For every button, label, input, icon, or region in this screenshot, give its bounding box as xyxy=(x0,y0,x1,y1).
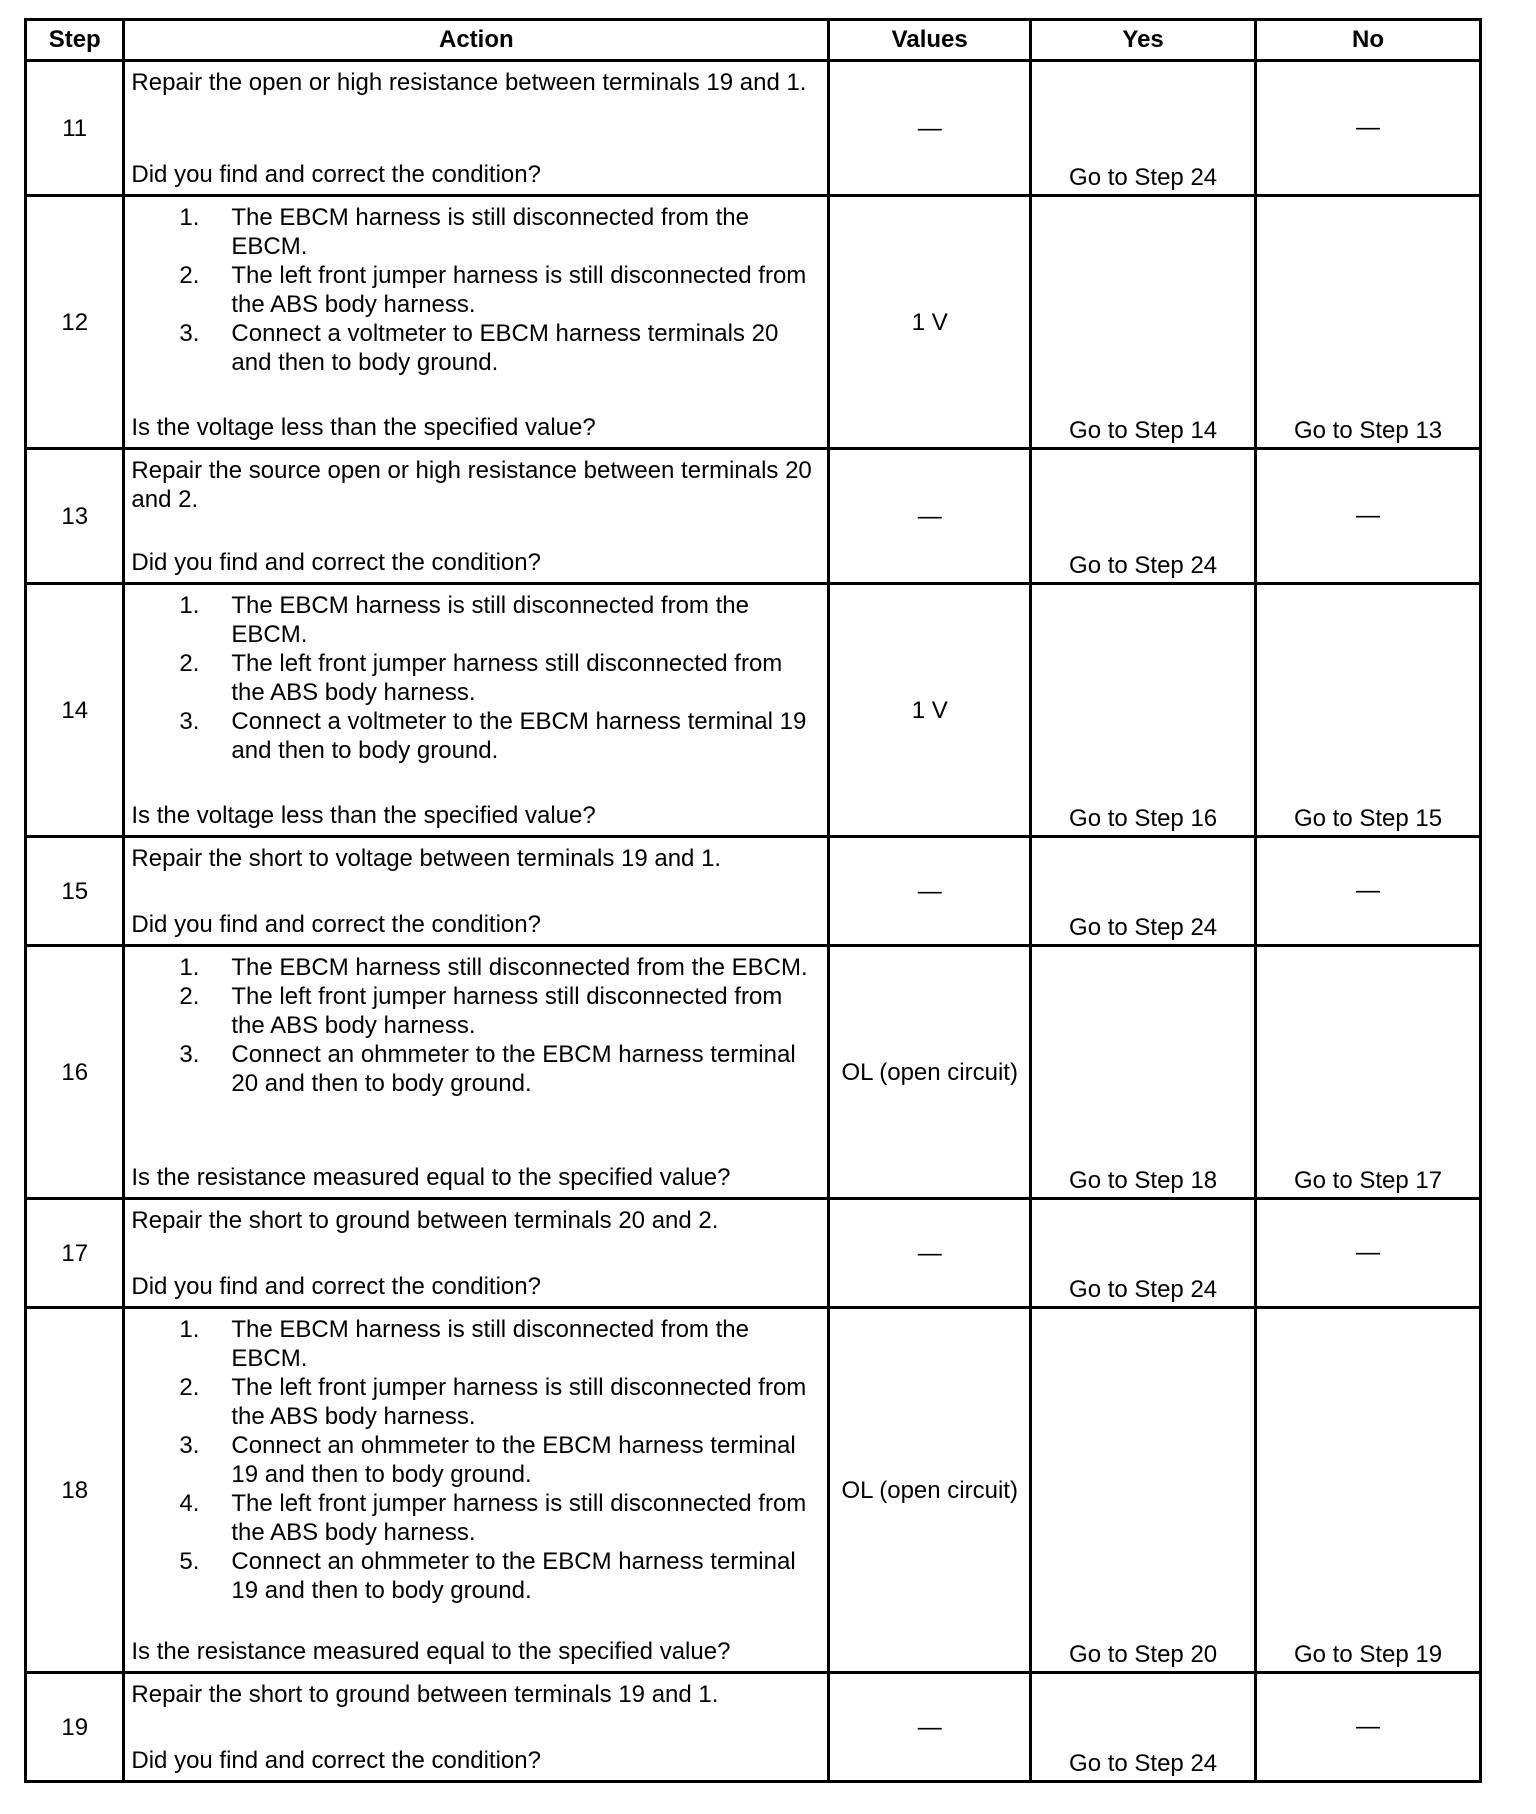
list-item-text: The left front jumper harness is still disconnected from the ABS body harness. xyxy=(231,261,807,318)
action-step-list xyxy=(131,953,821,1098)
list-item xyxy=(131,319,821,377)
yes-cell: Go to Step 14 xyxy=(1031,196,1256,449)
action-cell xyxy=(124,196,829,449)
list-item-number: 1. xyxy=(179,591,200,619)
list-item xyxy=(131,707,821,765)
step-number: 12 xyxy=(26,196,124,449)
table-row xyxy=(26,837,1481,946)
table-row xyxy=(26,584,1481,837)
step-number: 15 xyxy=(26,837,124,946)
no-cell: — xyxy=(1256,1199,1481,1308)
table-row xyxy=(26,61,1481,196)
no-cell: — xyxy=(1256,1673,1481,1782)
list-item-text: Connect an ohmmeter to the EBCM harness terminal 19 and then to body ground. xyxy=(231,1431,796,1488)
table-body xyxy=(26,61,1481,1782)
list-item-number: 2. xyxy=(179,982,200,1010)
list-item-text: The EBCM harness is still disconnected from the EBCM. xyxy=(231,591,749,648)
step-number: 18 xyxy=(26,1308,124,1673)
step-number: 16 xyxy=(26,946,124,1199)
action-question: Is the voltage less than the specified value? xyxy=(131,413,596,441)
value-cell: OL (open circuit) xyxy=(829,1308,1031,1673)
value-cell: — xyxy=(829,1673,1031,1782)
action-cell xyxy=(124,61,829,196)
list-item-number: 2. xyxy=(179,1373,200,1401)
list-item-number: 1. xyxy=(179,1315,200,1343)
list-item-text: The left front jumper harness still disconnected from the ABS body harness. xyxy=(231,982,783,1039)
action-intro: Repair the short to ground between terminals 20 and 2. xyxy=(131,1206,719,1234)
header-no: No xyxy=(1256,20,1481,61)
list-item-text: The EBCM harness is still disconnected from the EBCM. xyxy=(231,1315,749,1372)
action-question: Is the resistance measured equal to the specified value? xyxy=(131,1637,731,1665)
action-instructions xyxy=(131,953,821,1098)
table-row xyxy=(26,1673,1481,1782)
yes-cell: Go to Step 24 xyxy=(1031,61,1256,196)
action-cell xyxy=(124,584,829,837)
action-question: Did you find and correct the condition? xyxy=(131,548,541,576)
action-instructions xyxy=(131,1206,821,1235)
list-item xyxy=(131,953,821,982)
list-item xyxy=(131,203,821,261)
value-cell: OL (open circuit) xyxy=(829,946,1031,1199)
table-row xyxy=(26,449,1481,584)
list-item-number: 1. xyxy=(179,203,200,231)
yes-cell: Go to Step 24 xyxy=(1031,449,1256,584)
no-cell: Go to Step 13 xyxy=(1256,196,1481,449)
action-step-list xyxy=(131,591,821,765)
list-item-text: Connect a voltmeter to EBCM harness terminals 20 and then to body ground. xyxy=(231,319,779,376)
value-cell: — xyxy=(829,837,1031,946)
header-action: Action xyxy=(124,20,829,61)
action-content xyxy=(131,1315,821,1666)
list-item xyxy=(131,1315,821,1373)
action-instructions xyxy=(131,1315,821,1605)
list-item xyxy=(131,261,821,319)
list-item xyxy=(131,1431,821,1489)
list-item-text: Connect an ohmmeter to the EBCM harness terminal 20 and then to body ground. xyxy=(231,1040,796,1097)
action-intro: Repair the open or high resistance between terminals 19 and 1. xyxy=(131,68,807,96)
table-row xyxy=(26,1308,1481,1673)
table-row xyxy=(26,1199,1481,1308)
action-content xyxy=(131,1206,821,1301)
header-row xyxy=(26,20,1481,61)
action-question: Did you find and correct the condition? xyxy=(131,1272,541,1300)
action-cell xyxy=(124,837,829,946)
action-content xyxy=(131,68,821,189)
table-row xyxy=(26,196,1481,449)
list-item xyxy=(131,982,821,1040)
table-row xyxy=(26,946,1481,1199)
list-item-text: The EBCM harness is still disconnected from the EBCM. xyxy=(231,203,749,260)
action-content xyxy=(131,953,821,1192)
value-cell: — xyxy=(829,449,1031,584)
action-question: Did you find and correct the condition? xyxy=(131,910,541,938)
list-item-text: The left front jumper harness is still disconnected from the ABS body harness. xyxy=(231,1373,807,1430)
yes-cell: Go to Step 20 xyxy=(1031,1308,1256,1673)
action-content xyxy=(131,591,821,830)
action-content xyxy=(131,456,821,577)
action-cell xyxy=(124,1199,829,1308)
action-instructions xyxy=(131,203,821,377)
action-step-list xyxy=(131,203,821,377)
list-item xyxy=(131,1373,821,1431)
header-yes: Yes xyxy=(1031,20,1256,61)
step-number: 19 xyxy=(26,1673,124,1782)
yes-cell: Go to Step 24 xyxy=(1031,1673,1256,1782)
step-number: 13 xyxy=(26,449,124,584)
list-item-number: 3. xyxy=(179,1040,200,1068)
action-intro: Repair the short to ground between terminals 19 and 1. xyxy=(131,1680,719,1708)
list-item-number: 5. xyxy=(179,1547,200,1575)
no-cell: Go to Step 17 xyxy=(1256,946,1481,1199)
action-question: Did you find and correct the condition? xyxy=(131,1746,541,1774)
list-item-number: 3. xyxy=(179,707,200,735)
action-question: Is the voltage less than the specified value? xyxy=(131,801,596,829)
action-content xyxy=(131,844,821,939)
yes-cell: Go to Step 24 xyxy=(1031,837,1256,946)
step-number: 14 xyxy=(26,584,124,837)
value-cell: — xyxy=(829,1199,1031,1308)
yes-cell: Go to Step 24 xyxy=(1031,1199,1256,1308)
action-cell xyxy=(124,1308,829,1673)
list-item-text: The left front jumper harness is still disconnected from the ABS body harness. xyxy=(231,1489,807,1546)
yes-cell: Go to Step 18 xyxy=(1031,946,1256,1199)
action-instructions xyxy=(131,591,821,765)
list-item-text: The left front jumper harness still disconnected from the ABS body harness. xyxy=(231,649,783,706)
action-instructions xyxy=(131,456,821,514)
list-item-number: 3. xyxy=(179,319,200,347)
no-cell: — xyxy=(1256,837,1481,946)
list-item-number: 4. xyxy=(179,1489,200,1517)
action-content xyxy=(131,1680,821,1775)
list-item-number: 1. xyxy=(179,953,200,981)
action-intro: Repair the short to voltage between terminals 19 and 1. xyxy=(131,844,722,872)
no-cell: — xyxy=(1256,61,1481,196)
list-item-number: 2. xyxy=(179,649,200,677)
diagnostic-table xyxy=(24,18,1482,1783)
list-item-number: 3. xyxy=(179,1431,200,1459)
header-step: Step xyxy=(26,20,124,61)
no-cell: — xyxy=(1256,449,1481,584)
action-cell xyxy=(124,946,829,1199)
list-item-text: Connect a voltmeter to the EBCM harness terminal 19 and then to body ground. xyxy=(231,707,807,764)
value-cell: — xyxy=(829,61,1031,196)
no-cell: Go to Step 19 xyxy=(1256,1308,1481,1673)
no-cell: Go to Step 15 xyxy=(1256,584,1481,837)
yes-cell: Go to Step 16 xyxy=(1031,584,1256,837)
action-step-list xyxy=(131,1315,821,1605)
list-item xyxy=(131,1489,821,1547)
value-cell: 1 V xyxy=(829,196,1031,449)
action-question: Did you find and correct the condition? xyxy=(131,160,541,188)
list-item xyxy=(131,1547,821,1605)
action-instructions xyxy=(131,1680,821,1709)
action-question: Is the resistance measured equal to the specified value? xyxy=(131,1163,731,1191)
list-item xyxy=(131,1040,821,1098)
step-number: 11 xyxy=(26,61,124,196)
step-number: 17 xyxy=(26,1199,124,1308)
list-item-number: 2. xyxy=(179,261,200,289)
action-content xyxy=(131,203,821,442)
action-cell xyxy=(124,1673,829,1782)
action-instructions xyxy=(131,68,821,97)
list-item xyxy=(131,591,821,649)
list-item-text: The EBCM harness still disconnected from the EBCM. xyxy=(231,953,808,981)
action-instructions xyxy=(131,844,821,873)
action-cell xyxy=(124,449,829,584)
action-intro: Repair the source open or high resistance between terminals 20 and 2. xyxy=(131,456,819,513)
header-values: Values xyxy=(829,20,1031,61)
value-cell: 1 V xyxy=(829,584,1031,837)
list-item-text: Connect an ohmmeter to the EBCM harness terminal 19 and then to body ground. xyxy=(231,1547,796,1604)
list-item xyxy=(131,649,821,707)
